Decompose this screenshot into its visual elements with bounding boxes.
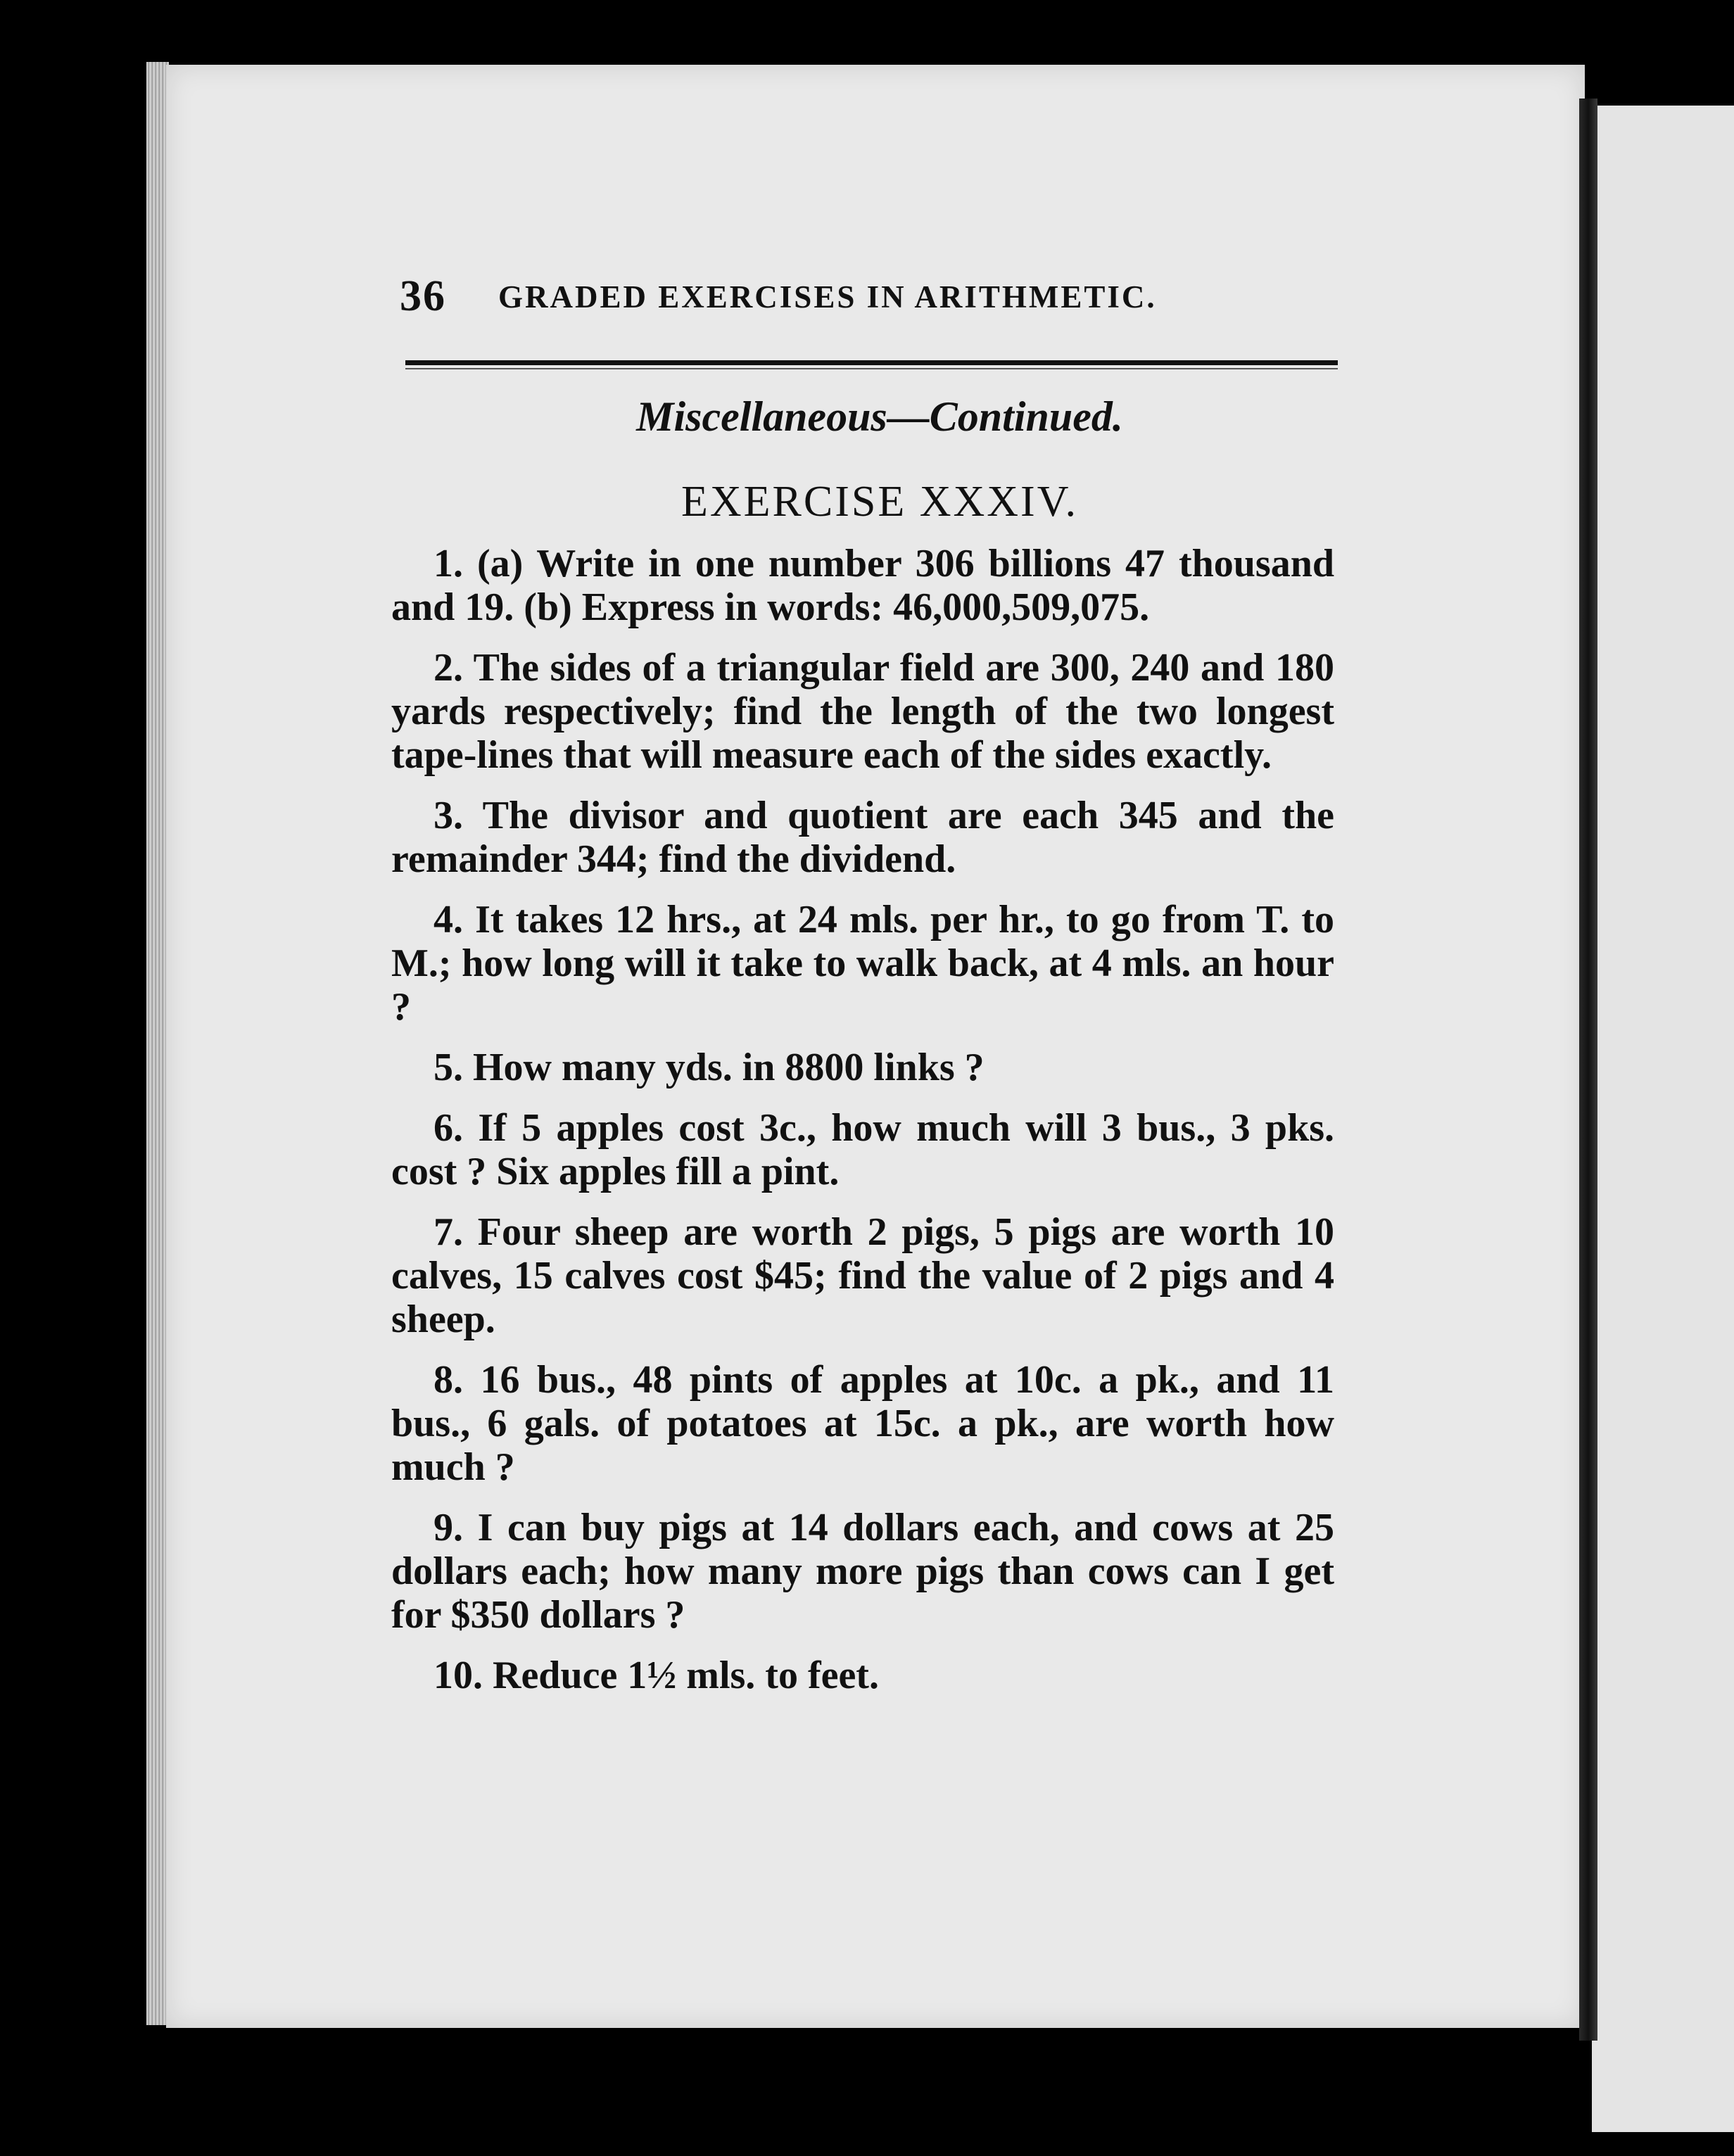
problem-number: 6. (434, 1106, 463, 1150)
problem-3 (391, 794, 1334, 881)
exercise-title: EXERCISE XXXIV. (681, 478, 1078, 526)
problem-9 (391, 1506, 1334, 1637)
book-gutter (1579, 99, 1597, 2041)
problem-number: 5. (434, 1046, 463, 1089)
page-number: 36 (400, 272, 446, 320)
problem-text: I can buy pigs at 14 dollars each, and cows at 25 dollars each; how many more pigs than cows can I get for $350 dollars ? (391, 1506, 1335, 1637)
header-rule-thin (405, 368, 1338, 369)
problem-number: 7. (434, 1210, 463, 1254)
problem-text: (a) Write in one number 306 billions 47 thousand and 19. (b) Express in words: 46,000,509,075. (391, 542, 1334, 629)
problem-text: Four sheep are worth 2 pigs, 5 pigs are worth 10 calves, 15 calves cost $45; find the value of 2 pigs and 4 sheep. (391, 1210, 1335, 1341)
problem-number: 3. (434, 794, 463, 837)
problem-number: 9. (434, 1506, 463, 1549)
problem-7 (391, 1210, 1334, 1341)
running-head (400, 272, 1350, 328)
header-rule (405, 360, 1338, 365)
problem-text: The sides of a triangular field are 300, 240 and 180 yards respectively; find the length of the two longest tape-lines that will measure each of the sides exactly. (391, 646, 1334, 777)
problem-number: 4. (434, 898, 463, 941)
facing-page (1592, 106, 1734, 2132)
problem-text: 16 bus., 48 pints of apples at 10c. a pk., and 11 bus., 6 gals. of potatoes at 15c. a pk., are worth how much ? (391, 1358, 1335, 1489)
problem-number: 8. (434, 1358, 463, 1402)
problem-6 (391, 1106, 1334, 1193)
problem-10 (391, 1654, 1334, 1697)
problem-text: Reduce 1½ mls. to feet. (493, 1654, 879, 1697)
problem-text: It takes 12 hrs., at 24 mls. per hr., to go from T. to M.; how long will it take to walk back, at 4 mls. an hour ? (391, 898, 1335, 1029)
problem-text: How many yds. in 8800 links ? (473, 1046, 985, 1089)
problem-number: 2. (434, 646, 463, 690)
problem-1 (391, 542, 1334, 629)
running-title: GRADED EXERCISES IN ARITHMETIC. (498, 279, 1157, 315)
section-heading: Miscellaneous—Continued. (636, 393, 1123, 440)
problem-2 (391, 646, 1334, 777)
problem-list (391, 542, 1334, 1714)
problem-text: If 5 apples cost 3c., how much will 3 bus., 3 pks. cost ? Six apples fill a pint. (391, 1106, 1335, 1193)
problem-4 (391, 898, 1334, 1029)
problem-number: 1. (434, 542, 463, 585)
problem-8 (391, 1358, 1334, 1489)
problem-number: 10. (434, 1654, 483, 1697)
problem-5 (391, 1046, 1334, 1089)
problem-text: The divisor and quotient are each 345 and the remainder 344; find the dividend. (391, 794, 1334, 881)
